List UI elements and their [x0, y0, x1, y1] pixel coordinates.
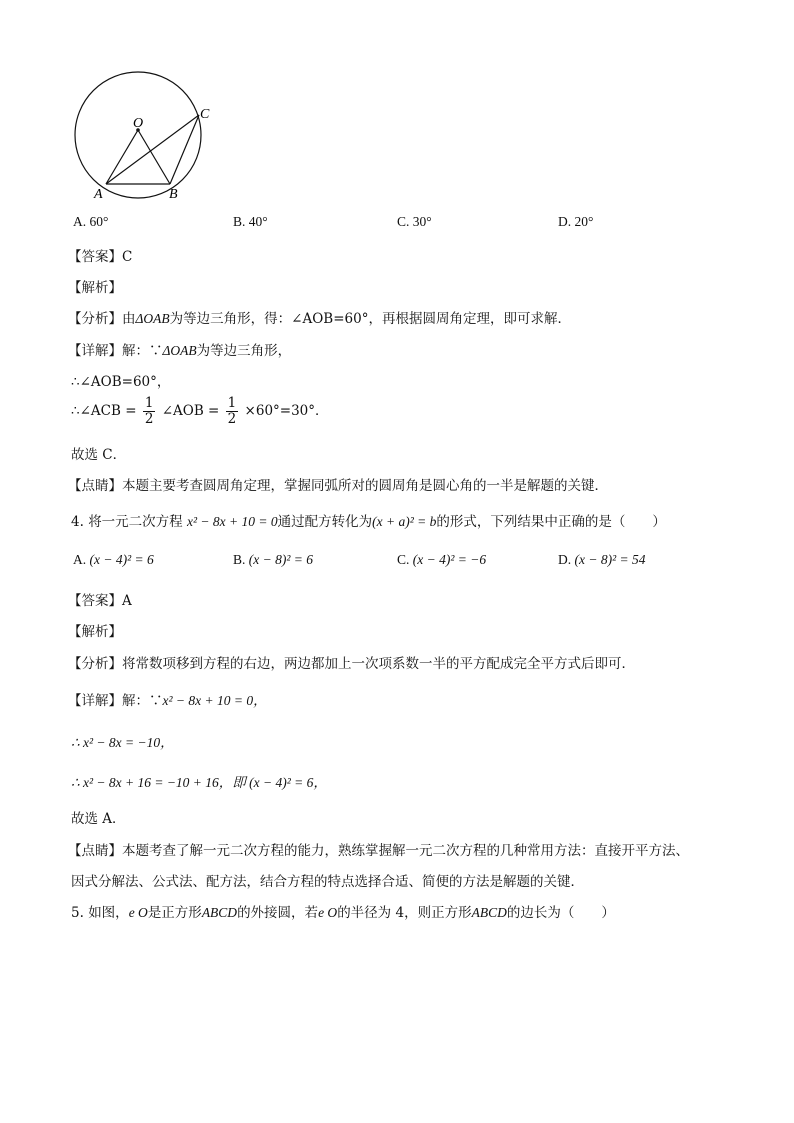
stem-b: 的外接圆，若	[237, 905, 319, 921]
label-b: B	[169, 187, 178, 202]
circle-symbol: e O	[318, 905, 338, 920]
fenxi-tag: 【分析】	[68, 656, 122, 672]
stem-d: 的边长为（ ）	[506, 905, 615, 921]
analysis-tag: 【解析】	[68, 624, 122, 640]
question-number: 4.	[71, 514, 84, 530]
label-c: C	[200, 107, 210, 122]
fraction-half	[143, 396, 156, 427]
step2-mid: ∠AOB =	[161, 403, 220, 419]
option-label: D.	[558, 552, 572, 567]
comment-text: 本题考查了解一元二次方程的能力，熟练掌握解一元二次方程的几种常用方法：直接开平方法、	[122, 843, 689, 859]
stem-a: 是正方形	[147, 905, 202, 921]
detail-pre: 解：∵	[122, 693, 163, 709]
q3-step2	[71, 396, 329, 427]
stem-c: 的半径为 4，则正方形	[337, 905, 472, 921]
q4-option-b	[233, 552, 313, 568]
q4-fenxi	[68, 652, 635, 672]
step2-pre: ∴∠ACB =	[71, 403, 137, 419]
q3-option-a: A. 60°	[73, 214, 109, 229]
q4-step2: ∴ x² − 8x + 16 = −10 + 16，即 (x − 4)² = 6，	[71, 775, 327, 790]
fenxi-text: 为等边三角形，得：∠AOB=60°，再根据圆周角定理，即可求解．	[169, 311, 571, 327]
stem-post: 的形式，下列结果中正确的是（ ）	[436, 514, 666, 530]
q4-comment-line1	[68, 839, 689, 859]
q3-step1: ∴∠AOB=60°，	[71, 374, 171, 390]
q3-option-d: D. 20°	[558, 214, 594, 229]
answer-tag: 【答案】	[68, 249, 122, 265]
q4-step1: ∴ x² − 8x = −10，	[71, 735, 174, 750]
step2-post: ×60°=30°．	[244, 403, 329, 419]
comment-tag: 【点睛】	[68, 478, 122, 494]
option-expr: (x − 8)² = 6	[248, 552, 314, 567]
option-expr: (x − 8)² = 54	[574, 552, 646, 567]
q3-option-b: B. 40°	[233, 214, 268, 229]
circle-symbol: e O	[128, 905, 148, 920]
answer-value: A	[122, 593, 132, 609]
option-expr: (x − 4)² = 6	[89, 552, 154, 567]
comment-text: 本题主要考查圆周角定理，掌握同弧所对的圆周角是圆心角的一半是解题的关键．	[122, 478, 608, 494]
q5-stem	[71, 901, 615, 921]
q3-detail	[68, 339, 291, 359]
q4-stem	[71, 510, 666, 530]
denominator: 2	[144, 411, 154, 427]
detail-tag: 【详解】	[68, 343, 122, 359]
square-name: ABCD	[201, 905, 238, 920]
detail-equation: x² − 8x + 10 = 0，	[162, 693, 267, 708]
q3-fenxi	[68, 307, 571, 327]
answer-value: C	[122, 249, 133, 265]
option-label: C.	[397, 552, 410, 567]
q3-comment	[68, 474, 608, 494]
question-number: 5.	[71, 905, 84, 921]
numerator: 1	[144, 395, 154, 411]
stem-pre: 如图，	[88, 905, 129, 921]
q4-option-a	[73, 552, 154, 568]
q4-option-c	[397, 552, 486, 568]
detail-tag: 【详解】	[68, 693, 122, 709]
detail-post: 为等边三角形，	[196, 343, 292, 359]
q3-option-c: C. 30°	[397, 214, 432, 229]
q3-answer-line	[68, 245, 132, 265]
q4-detail	[68, 689, 267, 709]
option-label: A.	[73, 552, 87, 567]
stem-mid: 通过配方转化为	[277, 514, 373, 530]
option-expr: (x − 4)² = −6	[412, 552, 487, 567]
triangle-symbol: ΔOAB	[135, 311, 170, 326]
stem-pre: 将一元二次方程	[88, 514, 183, 530]
detail-pre: 解：∵	[122, 343, 163, 359]
fraction-half-2	[226, 396, 239, 427]
circle-o	[75, 72, 201, 198]
option-label: B.	[233, 552, 246, 567]
fenxi-pre: 由	[122, 311, 136, 327]
label-o: O	[133, 116, 144, 131]
q3-conclusion: 故选 C．	[71, 447, 127, 463]
analysis-tag: 【解析】	[68, 280, 122, 296]
triangle-symbol: ΔOAB	[162, 343, 197, 358]
stem-equation: x² − 8x + 10 = 0	[186, 514, 278, 529]
q4-comment-line2: 因式分解法、公式法、配方法，结合方程的特点选择合适、简便的方法是解题的关键．	[71, 874, 584, 890]
numerator: 1	[227, 395, 237, 411]
comment-tag: 【点睛】	[68, 843, 122, 859]
answer-tag: 【答案】	[68, 593, 122, 609]
fenxi-tag: 【分析】	[68, 311, 122, 327]
denominator: 2	[227, 411, 237, 427]
fenxi-text: 将常数项移到方程的右边，两边都加上一次项系数一半的平方配成完全平方式后即可．	[122, 656, 635, 672]
segment-oa	[106, 130, 138, 184]
q4-option-d	[558, 552, 646, 568]
square-name: ABCD	[471, 905, 507, 920]
stem-form: (x + a)² = b	[372, 514, 437, 529]
q4-answer-line	[68, 589, 132, 609]
q4-conclusion: 故选 A．	[71, 811, 126, 827]
geometry-figure	[66, 66, 226, 206]
label-a: A	[94, 187, 103, 202]
